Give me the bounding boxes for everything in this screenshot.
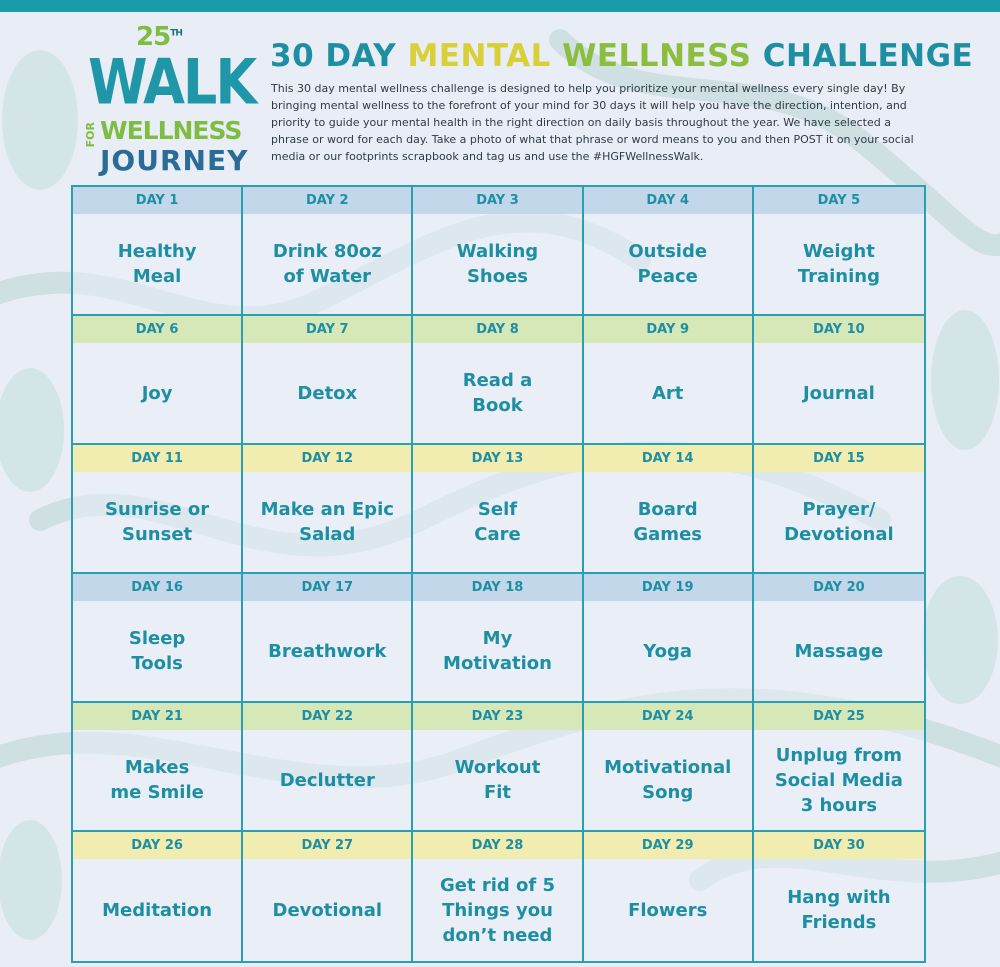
day-label: DAY 16 [73,574,241,601]
page-title [270,38,973,74]
day-label: DAY 24 [584,703,752,730]
day-task: Detox [243,343,411,443]
day-cell [754,574,924,703]
day-cell [584,574,754,703]
day-label: DAY 11 [73,445,241,472]
day-task: Makes me Smile [73,730,241,830]
day-label: DAY 18 [413,574,581,601]
day-task: Yoga [584,601,752,701]
day-label: DAY 21 [73,703,241,730]
day-task: Hang with Friends [754,859,924,961]
day-task: Art [584,343,752,443]
day-cell [584,703,754,832]
title-part: MENTAL [407,38,563,74]
day-cell [243,574,413,703]
day-label: DAY 30 [754,832,924,859]
day-label: DAY 7 [243,316,411,343]
day-label: DAY 9 [584,316,752,343]
day-cell [584,316,754,445]
day-task: Self Care [413,472,581,572]
day-task: Prayer/ Devotional [754,472,924,572]
day-cell [243,316,413,445]
title-part: 30 DAY [270,38,408,74]
day-label: DAY 1 [73,187,241,214]
day-task: Drink 80oz of Water [243,214,411,314]
walk-for-wellness-journey-logo [84,22,264,182]
day-task: Outside Peace [584,214,752,314]
day-task: Journal [754,343,924,443]
day-label: DAY 19 [584,574,752,601]
day-label: DAY 26 [73,832,241,859]
day-label: DAY 20 [754,574,924,601]
challenge-calendar-grid [71,185,926,963]
day-cell [584,187,754,316]
logo-wellness: WELLNESS [100,116,242,145]
day-cell [73,316,243,445]
day-task: Flowers [584,859,752,961]
day-label: DAY 29 [584,832,752,859]
day-task: Weight Training [754,214,924,314]
day-cell [73,703,243,832]
day-cell [584,445,754,574]
day-task: Unplug from Social Media 3 hours [754,730,924,830]
day-task: Declutter [243,730,411,830]
day-label: DAY 27 [243,832,411,859]
day-cell [754,445,924,574]
day-task: Motivational Song [584,730,752,830]
logo-for: FOR [84,122,97,148]
day-task: Workout Fit [413,730,581,830]
day-label: DAY 6 [73,316,241,343]
day-cell [243,187,413,316]
day-task: Massage [754,601,924,701]
day-label: DAY 10 [754,316,924,343]
day-cell [243,445,413,574]
day-label: DAY 5 [754,187,924,214]
day-label: DAY 4 [584,187,752,214]
day-label: DAY 15 [754,445,924,472]
day-task: Meditation [73,859,241,961]
day-label: DAY 23 [413,703,581,730]
day-task: Walking Shoes [413,214,581,314]
day-task: Devotional [243,859,411,961]
day-task: My Motivation [413,601,581,701]
day-task: Board Games [584,472,752,572]
logo-anniversary: 25TH [136,22,182,52]
day-task: Breathwork [243,601,411,701]
day-label: DAY 17 [243,574,411,601]
day-label: DAY 28 [413,832,581,859]
day-cell [243,703,413,832]
day-cell [413,703,583,832]
challenge-description: This 30 day mental wellness challenge is designed to help you prioritize your mental wellness every single day! By bringing mental wellness to the forefront of your mind for 30 days it will help you have the direction, intention, and priority to guide your mental health in the right direction on daily basis throughout the year. We have selected a phrase or word for each day. Take a photo of what that phrase or word means to you and then POST it on your social media or our footprints scrapbook and tag us and use the #HGFWellnessWalk. [271,82,914,163]
day-cell [754,316,924,445]
logo-journey: JOURNEY [100,144,249,177]
day-task: Sunrise or Sunset [73,472,241,572]
day-task: Read a Book [413,343,581,443]
day-cell [413,832,583,961]
day-label: DAY 25 [754,703,924,730]
top-accent-bar [0,0,1000,12]
day-task: Get rid of 5 Things you don’t need [413,859,581,961]
day-label: DAY 8 [413,316,581,343]
day-cell [754,832,924,961]
day-cell [584,832,754,961]
day-label: DAY 13 [413,445,581,472]
day-cell [73,574,243,703]
day-label: DAY 22 [243,703,411,730]
day-label: DAY 14 [584,445,752,472]
day-cell [73,445,243,574]
day-cell [73,832,243,961]
day-task: Joy [73,343,241,443]
day-cell [413,187,583,316]
day-cell [243,832,413,961]
day-label: DAY 2 [243,187,411,214]
day-task: Sleep Tools [73,601,241,701]
day-cell [754,187,924,316]
logo-walk: WALK [88,46,256,119]
title-part: CHALLENGE [762,38,974,74]
day-task: Healthy Meal [73,214,241,314]
day-cell [73,187,243,316]
day-cell [413,574,583,703]
day-task: Make an Epic Salad [243,472,411,572]
day-cell [754,703,924,832]
day-label: DAY 12 [243,445,411,472]
title-part: WELLNESS [562,38,763,74]
day-label: DAY 3 [413,187,581,214]
day-cell [413,445,583,574]
day-cell [413,316,583,445]
